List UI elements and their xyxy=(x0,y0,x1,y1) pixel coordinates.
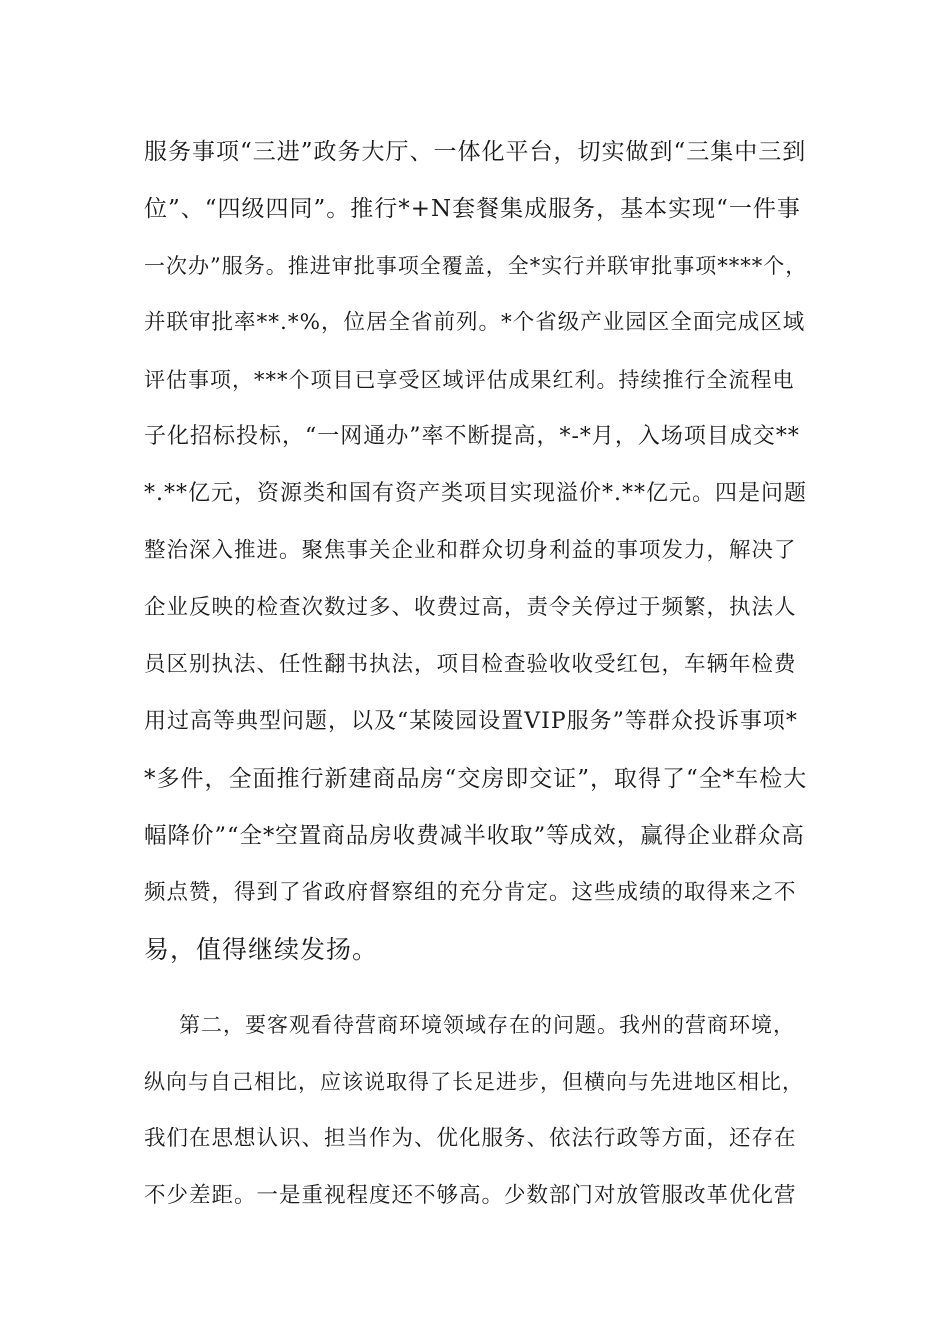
paragraph-1-line-15: 易，值得继续发扬。 xyxy=(144,935,379,964)
paragraph-2-line-2: 纵向与自己相比，应该说取得了长足进步，但横向与先进地区相比， xyxy=(144,1070,804,1094)
paragraph-1-line-6: 子化招标投标，“一网通办”率不断提高，*-*月，入场项目成交** xyxy=(144,424,800,449)
paragraph-1-line-5: 评估事项，***个项目已享受区域评估成果红利。持续推行全流程电 xyxy=(144,368,795,392)
paragraph-2-line-1: 第二，要客观看待营商环境领域存在的问题。我州的营商环境， xyxy=(179,1013,795,1037)
paragraph-1-line-14: 频点赞，得到了省政府督察组的充分肯定。这些成绩的取得来之不 xyxy=(144,880,797,905)
paragraph-1-line-1: 服务事项“三进”政务大厅、一体化平台，切实做到“三集中三到 xyxy=(144,139,807,165)
paragraph-1-line-11: 用过高等典型问题，以及“某陵园设置VIP服务”等群众投诉事项* xyxy=(144,709,798,734)
paragraph-1-line-10: 员区别执法、任性翻书执法，项目检查验收收受红包，车辆年检费 xyxy=(144,652,797,677)
paragraph-1-line-12: *多件，全面推行新建商品房“交房即交证”，取得了“全*车检大 xyxy=(144,766,808,792)
paragraph-1-line-2: 位”、“四级四同”。推行*+N套餐集成服务，基本实现“一件事 xyxy=(144,196,801,222)
paragraph-2-line-3: 我们在思想认识、担当作为、优化服务、依法行政等方面，还存在 xyxy=(144,1126,797,1151)
paragraph-2-line-4: 不少差距。一是重视程度还不够高。少数部门对放管服改革优化营 xyxy=(144,1183,797,1208)
paragraph-1-line-3: 一次办”服务。推进审批事项全覆盖，全*实行并联审批事项****个， xyxy=(144,254,808,278)
paragraph-1-line-4: 并联审批率**.*%，位居全省前列。*个省级产业园区全面完成区域 xyxy=(144,310,806,335)
paragraph-1-line-9: 企业反映的检查次数过多、收费过高，责令关停过于频繁，执法人 xyxy=(144,595,797,620)
paragraph-1-line-13: 幅降价”“全*空置商品房收费减半收取”等成效，赢得企业群众高 xyxy=(144,823,805,849)
paragraph-1-line-7: *.**亿元，资源类和国有资产类项目实现溢价*.**亿元。四是问题 xyxy=(144,481,807,506)
paragraph-1-line-8: 整治深入推进。聚焦事关企业和群众切身利益的事项发力，解决了 xyxy=(144,538,797,563)
